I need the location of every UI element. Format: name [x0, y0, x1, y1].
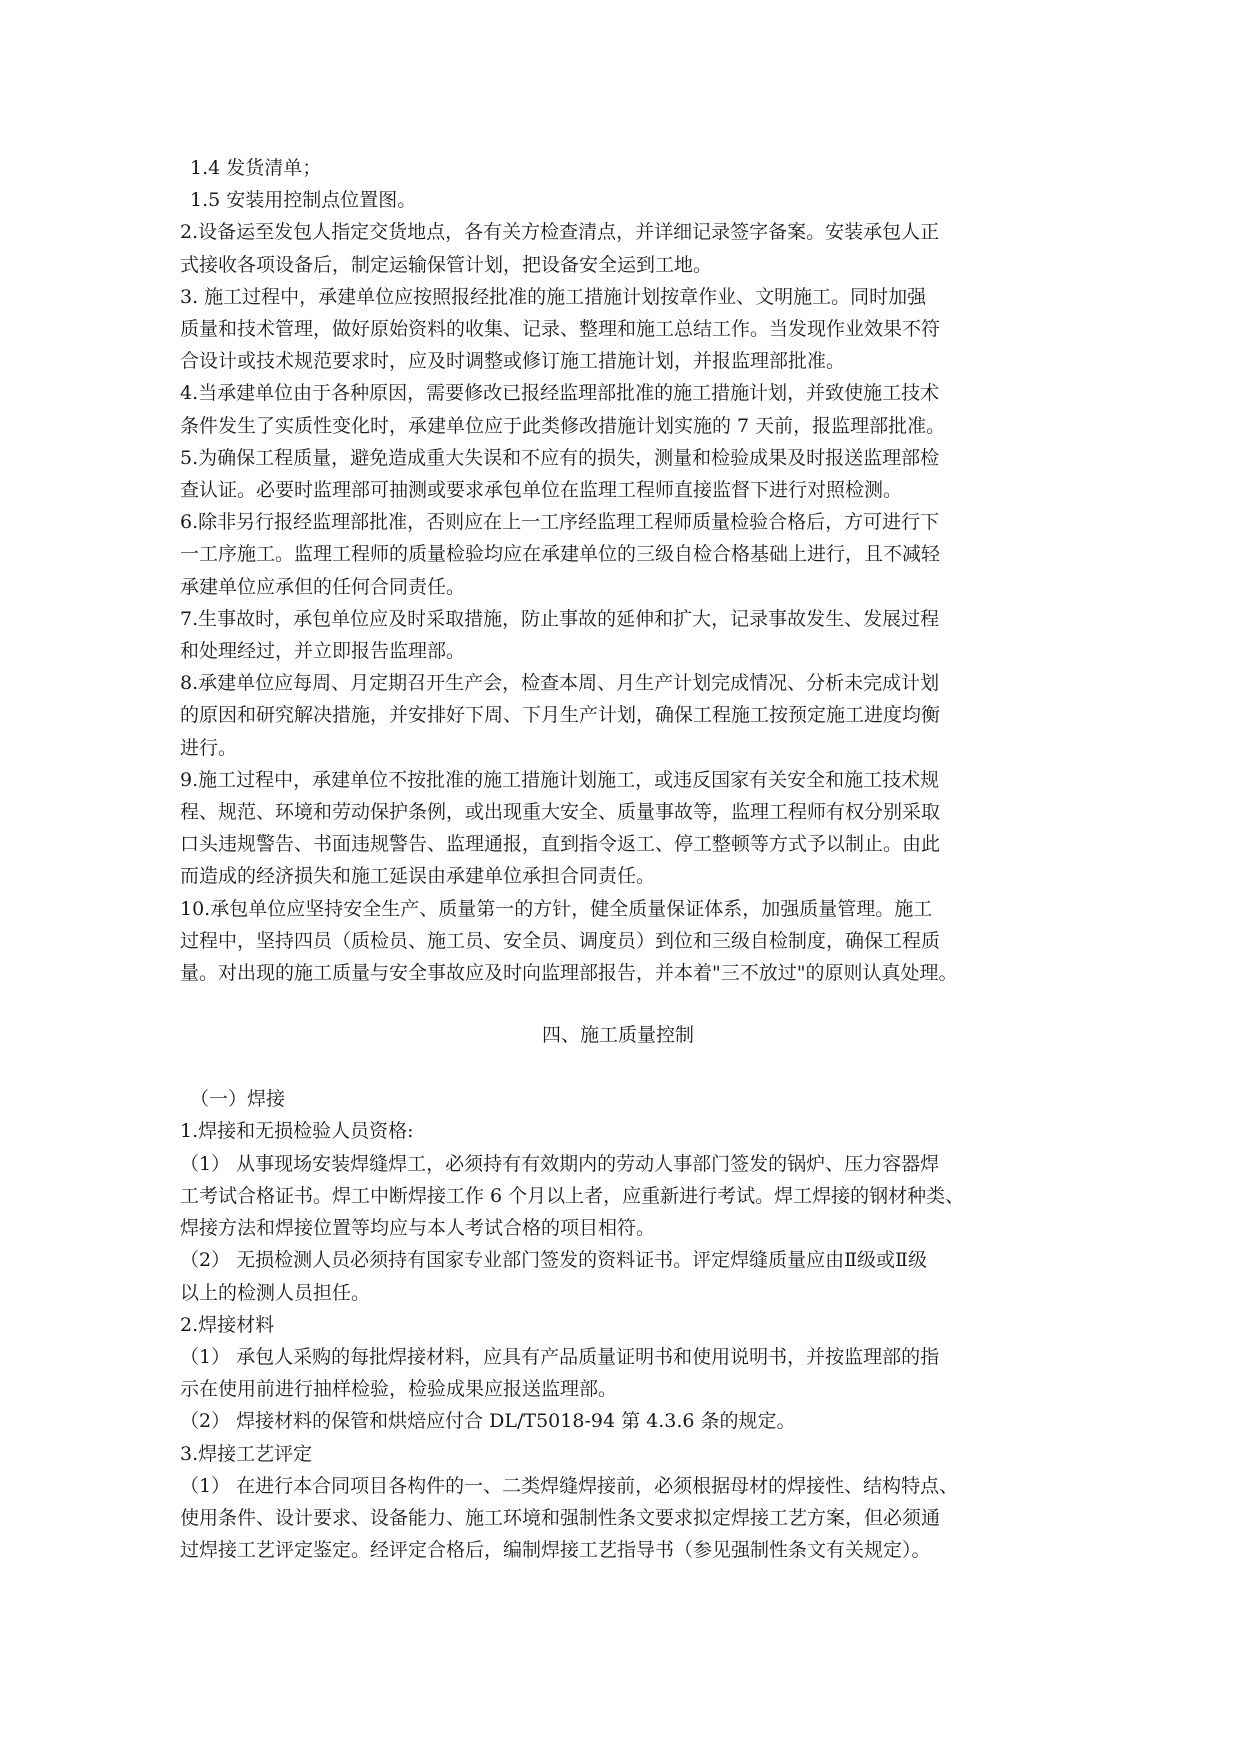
text-line: （一）焊接 [190, 1088, 286, 1111]
paragraph [180, 603, 1056, 667]
paragraph [180, 893, 1056, 990]
text-line: 3. 施工过程中，承建单位应按照报经批准的施工措施计划按章作业、文明施工。同时加强 [180, 285, 927, 308]
paragraph [180, 184, 1056, 216]
text-line: （1） 在进行本合同项目各构件的一、二类焊缝焊接前，必须根据母材的焊接性、结构特点、 [180, 1474, 959, 1497]
text-line: 质量和技术管理，做好原始资料的收集、记录、整理和施工总结工作。当发现作业效果不符 [180, 318, 941, 341]
section-construction-requirements [180, 152, 1056, 989]
text-line: （2） 无损检测人员必须持有国家专业部门签发的资料证书。评定焊缝质量应由Ⅱ级或Ⅱ级 [180, 1249, 927, 1272]
paragraph [180, 1309, 1056, 1341]
text-line: （2） 焊接材料的保管和烘焙应付合 DL/T5018-94 第 4.3.6 条的规定。 [180, 1410, 796, 1433]
text-line: 进行。 [180, 736, 238, 759]
text-line: 和处理经过，并立即报告监理部。 [180, 640, 466, 663]
paragraph [180, 1405, 1056, 1437]
text-line: 量。对出现的施工质量与安全事故应及时向监理部报告，并本着"三不放过"的原则认真处理。 [180, 962, 958, 985]
paragraph [180, 1083, 1056, 1115]
paragraph [180, 667, 1056, 764]
text-line: 条件发生了实质性变化时，承建单位应于此类修改措施计划实施的 7 天前，报监理部批准。 [180, 414, 946, 437]
text-line: 使用条件、设计要求、设备能力、施工环境和强制性条文要求拟定焊接工艺方案，但必须通 [180, 1506, 941, 1529]
text-line: 1.焊接和无损检验人员资格: [180, 1120, 414, 1143]
text-line: 10.承包单位应坚持安全生产、质量第一的方针，健全质量保证体系，加强质量管理。施工 [180, 897, 933, 920]
text-line: （1） 从事现场安装焊缝焊工，必须持有有效期内的劳动人事部门签发的锅炉、压力容器焊 [180, 1152, 940, 1175]
text-line: 一工序施工。监理工程师的质量检验均应在承建单位的三级自检合格基础上进行，且不减轻 [180, 543, 941, 566]
text-line: 式接收各项设备后，制定运输保管计划，把设备安全运到工地。 [180, 253, 713, 276]
text-line: 程、规范、环境和劳动保护条例，或出现重大安全、质量事故等，监理工程师有权分别采取 [180, 801, 941, 824]
section-welding [180, 1083, 1056, 1566]
text-line: 1.4 发货清单； [190, 157, 322, 179]
text-line: 1.5 安装用控制点位置图。 [190, 189, 417, 212]
paragraph [180, 1115, 1056, 1147]
text-line: 7.生事故时，承包单位应及时采取措施，防止事故的延伸和扩大，记录事故发生、发展过程 [180, 607, 940, 630]
paragraph [180, 1470, 1056, 1567]
text-line: （1） 承包人采购的每批焊接材料，应具有产品质量证明书和使用说明书，并按监理部的指 [180, 1345, 940, 1368]
paragraph [180, 377, 1056, 441]
paragraph [180, 152, 1056, 184]
paragraph [180, 442, 1056, 506]
paragraph [180, 1341, 1056, 1405]
text-line: 6.除非另行报经监理部批准，否则应在上一工序经监理工程师质量检验合格后，方可进行下 [180, 511, 940, 534]
paragraph [180, 764, 1056, 893]
document-page [180, 152, 1056, 1566]
text-line: 2.设备运至发包人指定交货地点，各有关方检查清点，并详细记录签字备案。安装承包人正 [180, 221, 940, 244]
text-line: 以上的检测人员担任。 [180, 1281, 371, 1304]
text-line: 5.为确保工程质量，避免造成重大失误和不应有的损失，测量和检验成果及时报送监理部检 [180, 446, 940, 469]
text-line: 查认证。必要时监理部可抽测或要求承包单位在监理工程师直接监督下进行对照检测。 [180, 479, 903, 502]
section-heading: 四、施工质量控制 [541, 1024, 694, 1047]
paragraph [180, 281, 1056, 378]
text-line: 过程中，坚持四员（质检员、施工员、安全员、调度员）到位和三级自检制度，确保工程质 [180, 929, 941, 952]
text-line: 2.焊接材料 [180, 1313, 275, 1336]
paragraph [180, 1244, 1056, 1308]
text-line: 而造成的经济损失和施工延误由承建单位承担合同责任。 [180, 865, 656, 888]
text-line: 焊接方法和焊接位置等均应与本人考试合格的项目相符。 [180, 1217, 656, 1240]
text-line: 承建单位应承但的任何合同责任。 [180, 575, 466, 598]
text-line: 8.承建单位应每周、月定期召开生产会，检查本周、月生产计划完成情况、分析未完成计划 [180, 672, 940, 695]
text-line: 示在使用前进行抽样检验，检验成果应报送监理部。 [180, 1378, 618, 1401]
text-line: 4.当承建单位由于各种原因，需要修改已报经监理部批准的施工措施计划，并致使施工技术 [180, 382, 940, 405]
text-line: 3.焊接工艺评定 [180, 1442, 313, 1465]
paragraph [180, 506, 1056, 603]
text-line: 9.施工过程中，承建单位不按批准的施工措施计划施工，或违反国家有关安全和施工技术规 [180, 768, 940, 791]
text-line: 口头违规警告、书面违规警告、监理通报，直到指令返工、停工整顿等方式予以制止。由此 [180, 833, 941, 856]
text-line: 工考试合格证书。焊工中断焊接工作 6 个月以上者，应重新进行考试。焊工焊接的钢材种类、 [180, 1184, 965, 1207]
paragraph [180, 1438, 1056, 1470]
paragraph [180, 216, 1056, 280]
paragraph [180, 1148, 1056, 1245]
text-line: 合设计或技术规范要求时，应及时调整或修订施工措施计划，并报监理部批准。 [180, 350, 846, 373]
text-line: 的原因和研究解决措施，并安排好下周、下月生产计划，确保工程施工按预定施工进度均衡 [180, 704, 941, 727]
text-line: 过焊接工艺评定鉴定。经评定合格后，编制焊接工艺指导书（参见强制性条文有关规定）。 [180, 1539, 931, 1562]
